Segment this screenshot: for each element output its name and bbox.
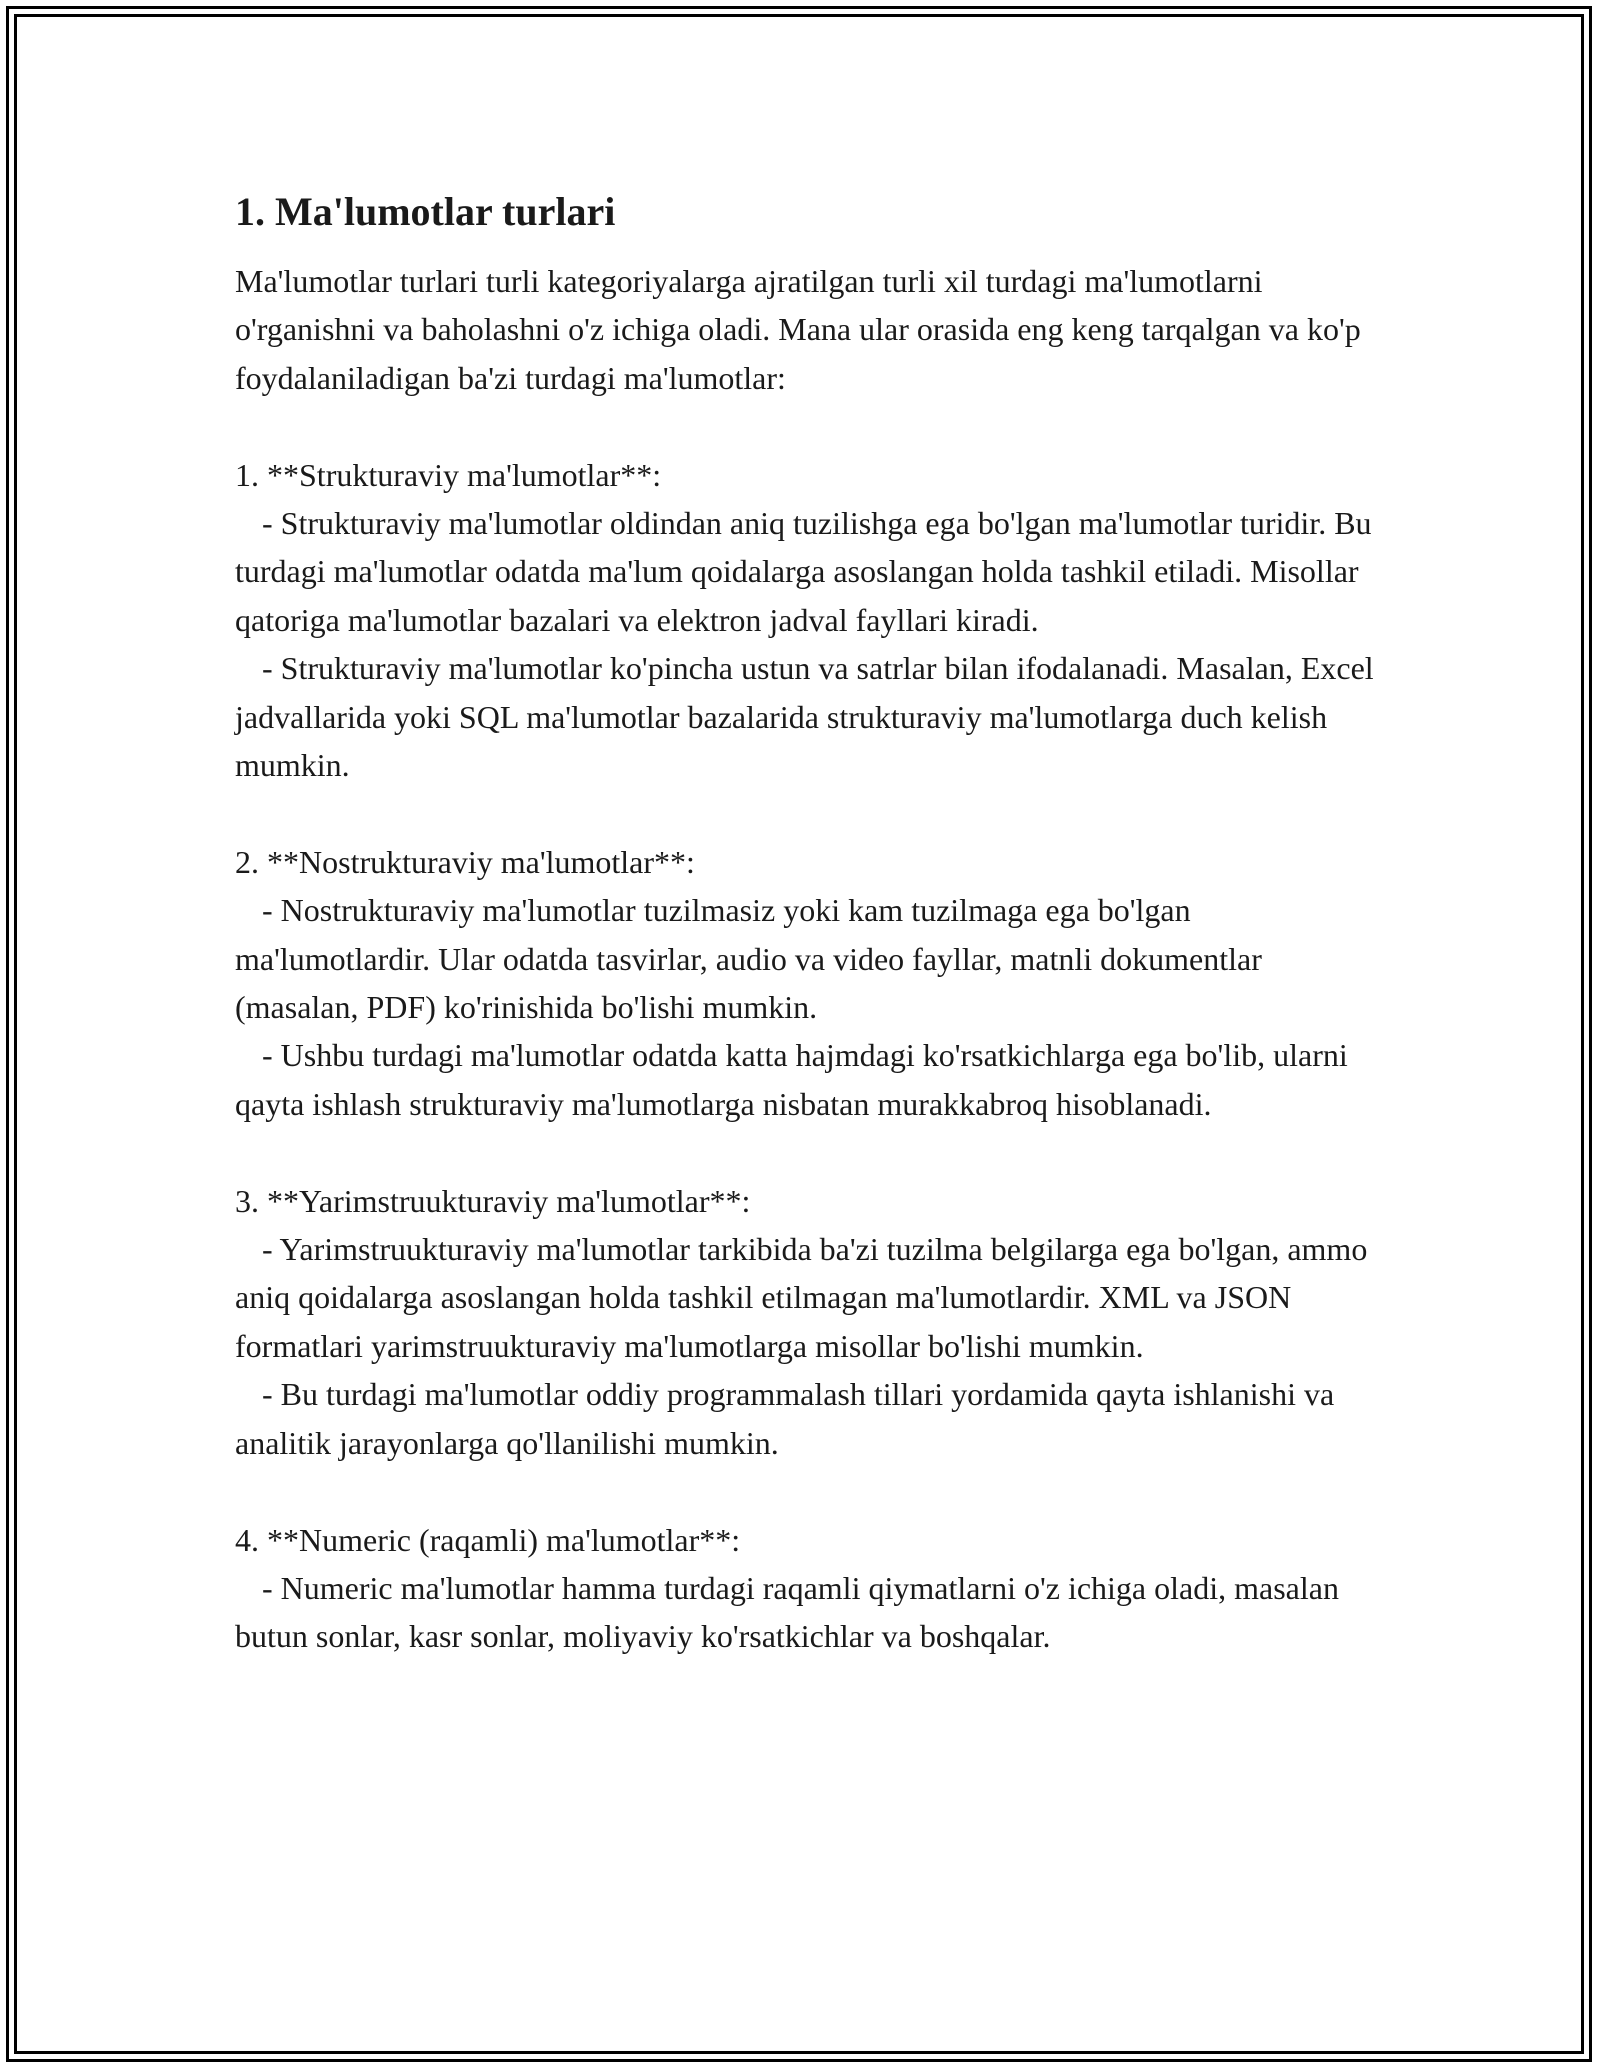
spacer bbox=[235, 402, 1385, 450]
document-body bbox=[235, 184, 1385, 1661]
spacer bbox=[235, 1467, 1385, 1515]
section-bullet: - Yarimstruukturaviy ma'lumotlar tarkibida ba'zi tuzilma belgilarga ega bo'lgan, ammo aniq qoidalarga asoslangan holda tashkil etilmagan ma'lumotlardir. XML va JSON formatlari yarimstruukturaviy ma'lumotlarga misollar bo'lishi mumkin. bbox=[235, 1231, 1368, 1364]
section-bullet: - Bu turdagi ma'lumotlar oddiy programmalash tillari yordamida qayta ishlanishi va analitik jarayonlarga qo'llanilishi mumkin. bbox=[235, 1376, 1335, 1461]
spacer bbox=[235, 789, 1385, 837]
section-bullet: - Numeric ma'lumotlar hamma turdagi raqamli qiymatlarni o'z ichiga oladi, masalan butun sonlar, kasr sonlar, moliyaviy ko'rsatkichlar va boshqalar. bbox=[235, 1569, 1339, 1655]
document-title: 1. Ma'lumotlar turlari bbox=[235, 189, 616, 234]
spacer bbox=[235, 1128, 1385, 1176]
section-heading: 1. **Strukturaviy ma'lumotlar**: bbox=[235, 456, 662, 493]
section-heading: 4. **Numeric (raqamli) ma'lumotlar**: bbox=[235, 1521, 741, 1558]
section-unstructured bbox=[235, 838, 1385, 1128]
section-heading: 2. **Nostrukturaviy ma'lumotlar**: bbox=[235, 843, 695, 880]
section-structured bbox=[235, 451, 1385, 790]
section-bullet: - Nostrukturaviy ma'lumotlar tuzilmasiz yoki kam tuzilmaga ega bo'lgan ma'lumotlardir. Ular odatda tasvirlar, audio va video fayllar, matnli dokumentlar (masalan, PDF) ko'rinishida bo'lishi mumkin. bbox=[235, 892, 1262, 1026]
intro-paragraph: Ma'lumotlar turlari turli kategoriyalarga ajratilgan turli xil turdagi ma'lumotlarni o'rganishni va baholashni o'z ichiga oladi. Mana ular orasida eng keng tarqalgan va ko'p foydalaniladigan ba'zi turdagi ma'lumotlar: bbox=[235, 263, 1361, 396]
section-bullet: - Strukturaviy ma'lumotlar oldindan aniq tuzilishga ega bo'lgan ma'lumotlar turidir. Bu turdagi ma'lumotlar odatda ma'lum qoidalarga asoslangan holda tashkil etiladi. Misollar qatoriga ma'lumotlar bazalari va elektron jadval fayllari kiradi. bbox=[235, 505, 1372, 638]
section-bullet: - Strukturaviy ma'lumotlar ko'pincha ustun va satrlar bilan ifodalanadi. Masalan, Excel jadvallarida yoki SQL ma'lumotlar bazalarida strukturaviy ma'lumotlarga duch kelish mumkin. bbox=[235, 650, 1374, 784]
section-semistructured bbox=[235, 1177, 1385, 1467]
section-heading: 3. **Yarimstruukturaviy ma'lumotlar**: bbox=[235, 1182, 751, 1219]
section-numeric bbox=[235, 1516, 1385, 1661]
section-bullet: - Ushbu turdagi ma'lumotlar odatda katta hajmdagi ko'rsatkichlarga ega bo'lib, ularni qayta ishlash strukturaviy ma'lumotlarga nisbatan murakkabroq hisoblanadi. bbox=[235, 1037, 1348, 1122]
